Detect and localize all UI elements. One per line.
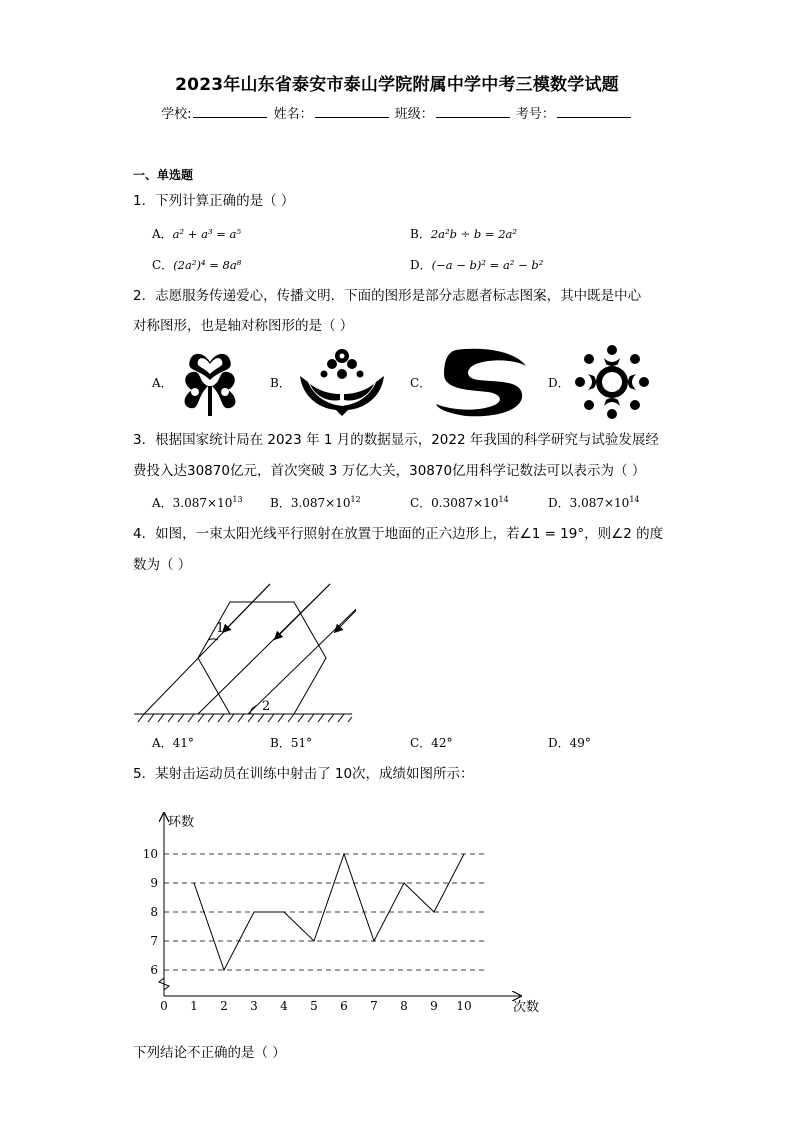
name-label: 姓名： <box>273 107 313 122</box>
q5-stem: 5．某射击运动员在训练中射击了 10次，成绩如图所示： <box>133 766 474 782</box>
shooting-score-line-chart <box>140 806 560 1018</box>
x-axis-label: 次数 <box>513 1000 540 1015</box>
q1-option-d <box>410 256 543 273</box>
q3-a-exp: 13 <box>232 495 243 504</box>
q4-option-c: C．42° <box>410 736 453 750</box>
y-axis-label: 环数 <box>168 815 195 830</box>
q1-b-expr: 2a²b ÷ b = 2a² <box>430 227 518 241</box>
q3-b-exp: 12 <box>350 495 361 504</box>
q3-a-text: A．3.087×10 <box>152 496 233 510</box>
q1-option-a <box>152 225 241 242</box>
q1-option-b <box>410 225 517 242</box>
q4-option-b: B．51° <box>270 736 313 750</box>
x-tick-label: 0 <box>160 999 168 1013</box>
x-tick-label: 9 <box>430 999 438 1013</box>
y-tick-label: 6 <box>150 963 158 977</box>
q3-b-text: B．3.087×10 <box>270 496 351 510</box>
q2-option-a-label: A． <box>152 376 173 390</box>
name-blank <box>315 105 389 118</box>
q3-stem-line1: 3．根据国家统计局在 2023 年 1 月的数据显示，2022 年我国的科学研究与试验发展经 <box>133 432 659 448</box>
q1-b-letter: B． <box>410 227 431 241</box>
hands-heart-icon <box>296 346 388 418</box>
angle-2-label: 2 <box>262 699 271 714</box>
section-heading: 一、单选题 <box>133 168 194 182</box>
swoosh-s-icon <box>436 346 530 418</box>
angle-1-label: 1 <box>216 621 225 636</box>
class-label: 班级： <box>394 107 434 122</box>
data-point <box>283 911 284 912</box>
x-tick-label: 2 <box>220 999 228 1013</box>
q3-option-b <box>270 494 361 511</box>
data-point <box>373 940 374 941</box>
sun-ray-3 <box>248 581 356 714</box>
x-tick-label: 1 <box>190 999 198 1013</box>
q2-stem-line2: 对称图形，也是轴对称图形的是（ ） <box>133 318 354 334</box>
data-point <box>433 911 434 912</box>
tick-labels <box>143 847 472 1013</box>
x-tick-label: 6 <box>340 999 348 1013</box>
q4-option-d: D．49° <box>548 736 591 750</box>
q3-d-text: D．3.087×10 <box>548 496 630 510</box>
x-tick-label: 5 <box>310 999 318 1013</box>
hexagon-sunlight-diagram <box>130 576 356 728</box>
q1-a-letter: A． <box>152 227 173 241</box>
q5-follow-text: 下列结论不正确的是（ ） <box>133 1045 286 1061</box>
q2-option-c-label: C． <box>410 376 432 390</box>
q1-d-letter: D． <box>410 258 432 272</box>
q1-option-c <box>152 256 241 273</box>
q3-option-a <box>152 494 243 511</box>
q1-stem: 1．下列计算正确的是（ ） <box>133 193 295 209</box>
y-tick-label: 9 <box>150 876 158 890</box>
x-tick-label: 4 <box>280 999 288 1013</box>
ground-hatching <box>138 714 352 722</box>
q4-stem-line2: 数为（ ） <box>133 557 192 573</box>
regular-hexagon <box>198 602 326 714</box>
data-point <box>223 969 224 970</box>
exam-title: 2023年山东省泰安市泰山学院附属中学中考三模数学试题 <box>175 75 619 95</box>
class-blank <box>436 105 510 118</box>
grid-lines <box>164 854 488 970</box>
data-point <box>253 911 254 912</box>
school-label: 学校: <box>161 107 192 122</box>
q4-option-a: A．41° <box>152 736 194 750</box>
q2-option-d-label: D． <box>548 376 570 390</box>
q3-c-exp: 14 <box>498 495 509 504</box>
x-tick-label: 7 <box>370 999 378 1013</box>
exam-no-blank <box>557 105 631 118</box>
exam-no-label: 考号： <box>515 107 555 122</box>
q3-option-c <box>410 494 509 511</box>
data-point <box>313 940 314 941</box>
angle-1-arc <box>208 639 218 640</box>
x-tick-label: 8 <box>400 999 408 1013</box>
q3-c-text: C．0.3087×10 <box>410 496 499 510</box>
y-tick-label: 8 <box>150 905 158 919</box>
q1-c-letter: C． <box>152 258 174 272</box>
data-point <box>463 853 464 854</box>
data-point <box>193 882 194 883</box>
q1-c-expr: (2a²)⁴ = 8a⁸ <box>173 258 242 272</box>
q3-d-exp: 14 <box>629 495 640 504</box>
q3-stem-line2: 费投入达30870亿元，首次突破 3 万亿大关，30870亿用科学记数法可以表示为（ ） <box>133 463 646 479</box>
q3-option-d <box>548 494 640 511</box>
q1-d-expr: (−a − b)² = a² − b² <box>431 258 544 272</box>
q2-stem-line1: 2．志愿服务传递爱心，传播文明．下面的图形是部分志愿者标志图案，其中既是中心 <box>133 288 642 304</box>
x-tick-label: 10 <box>456 999 472 1013</box>
sun-ray-2-arrow <box>276 584 330 638</box>
sun-people-icon <box>574 344 650 420</box>
axes <box>159 814 520 996</box>
student-info-line <box>0 103 794 122</box>
x-tick-label: 3 <box>250 999 258 1013</box>
sun-ray-1-arrow <box>224 584 270 631</box>
sun-ray-3-arrow <box>336 581 356 631</box>
data-point <box>403 882 404 883</box>
clover-hearts-icon <box>178 346 242 418</box>
data-point <box>343 853 344 854</box>
school-blank <box>193 105 267 118</box>
q4-stem-line1: 4．如图，一束太阳光线平行照射在放置于地面的正六边形上，若∠1 = 19°，则∠2 的度 <box>133 526 664 542</box>
y-tick-label: 7 <box>150 934 158 948</box>
y-tick-label: 10 <box>142 847 158 861</box>
q2-option-b-label: B． <box>270 376 291 390</box>
q1-a-expr: a² + a³ = a⁵ <box>172 227 241 241</box>
